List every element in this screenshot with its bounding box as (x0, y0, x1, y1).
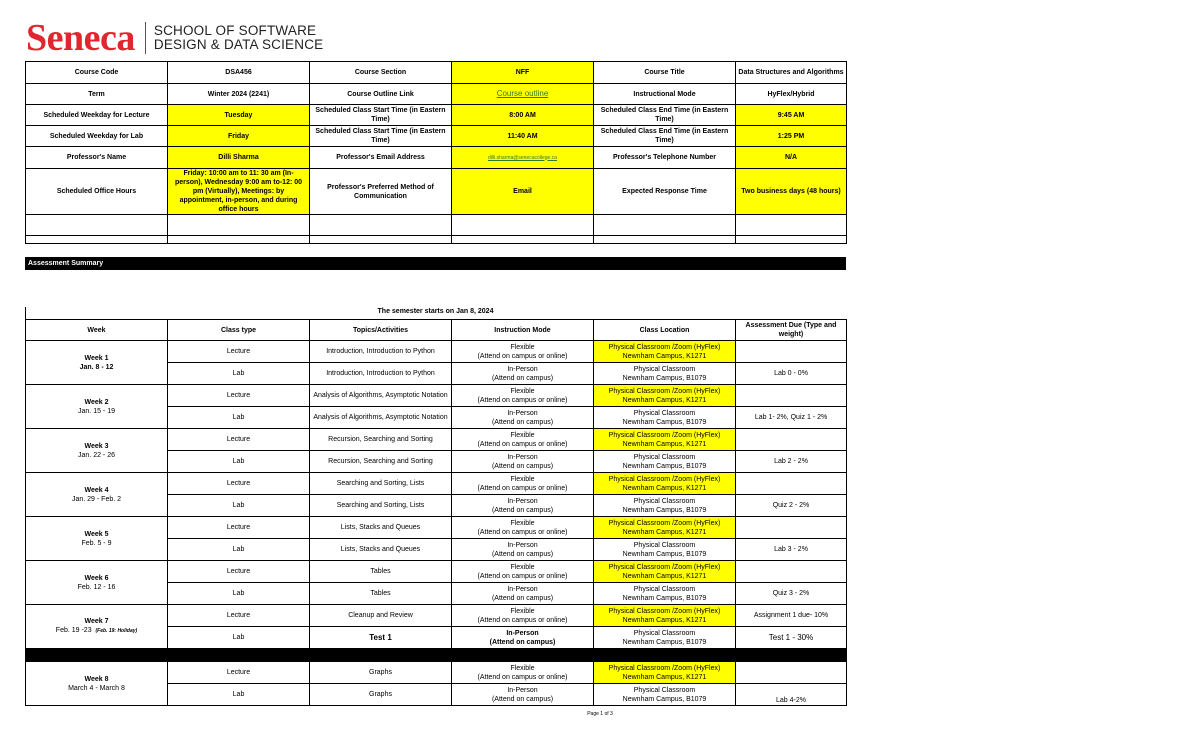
logo-divider (145, 22, 146, 54)
location-line2: Newnham Campus, K1271 (622, 572, 707, 580)
class-location (594, 517, 736, 539)
location-line1: Physical Classroom /Zoom (HyFlex) (608, 664, 721, 672)
mode-line1: In-Person (507, 585, 538, 593)
class-location (594, 561, 736, 583)
cell: 11:40 AM (452, 126, 594, 147)
topic: Lists, Stacks and Queues (310, 539, 452, 561)
week-lecture-row (26, 429, 847, 451)
cell (26, 215, 168, 236)
class-type: Lecture (168, 385, 310, 407)
cell: Scheduled Weekday for Lab (26, 126, 168, 147)
class-type: Lecture (168, 662, 310, 684)
assessment-due: Lab 2 - 2% (736, 451, 847, 473)
cell (310, 215, 452, 236)
cell: Course Section (310, 62, 452, 84)
mode-line1: Flexible (510, 475, 535, 483)
class-type: Lecture (168, 429, 310, 451)
cell: Data Structures and Algorithms (736, 62, 847, 84)
mode-line1: Flexible (510, 607, 535, 615)
class-type: Lab (168, 451, 310, 473)
mode-line1: In-Person (507, 453, 538, 461)
topic: Searching and Sorting, Lists (310, 473, 452, 495)
topic: Searching and Sorting, Lists (310, 495, 452, 517)
mode-line2: (Attend on campus) (491, 462, 554, 470)
week-dates: March 4 - March 8 (68, 684, 125, 692)
header-cell: Class Location (594, 320, 736, 341)
mode-line1: In-Person (507, 497, 538, 505)
assessment-due (736, 385, 847, 407)
location-line2: Newnham Campus, B1079 (622, 374, 707, 382)
mode-line2: (Attend on campus) (491, 550, 554, 558)
cell: Course Outline Link (310, 84, 452, 105)
course-outline-cell (452, 84, 594, 105)
topic: Recursion, Searching and Sorting (310, 451, 452, 473)
cell: Professor's Name (26, 147, 168, 169)
email-cell (452, 147, 594, 169)
mode-line2: (Attend on campus or online) (477, 673, 568, 681)
location-line2: Newnham Campus, B1079 (622, 594, 707, 602)
class-type: Lab (168, 627, 310, 649)
location-line2: Newnham Campus, K1271 (622, 484, 707, 492)
cell: Scheduled Class End Time (in Eastern Time) (594, 105, 736, 126)
cell: Course Code (26, 62, 168, 84)
mode-line2: (Attend on campus or online) (477, 572, 568, 580)
week-name: Week 2 (84, 398, 109, 406)
topic: Test 1 (310, 627, 452, 649)
week-dates: Jan. 22 - 26 (78, 451, 115, 459)
cell: Course Title (594, 62, 736, 84)
cell (736, 215, 847, 236)
schedule-table (25, 319, 847, 706)
header-cell: Topics/Activities (310, 320, 452, 341)
week-dates: Jan. 29 - Feb. 2 (71, 495, 122, 503)
mode-line2: (Attend on campus) (491, 594, 554, 602)
class-location (594, 451, 736, 473)
week-dates: Feb. 5 - 9 (81, 539, 112, 547)
week-label (26, 473, 168, 517)
class-location (594, 429, 736, 451)
location-line2: Newnham Campus, B1079 (622, 550, 707, 558)
cell: Professor's Telephone Number (594, 147, 736, 169)
section-value: NFF (452, 62, 594, 84)
week-label (26, 341, 168, 385)
cell: Scheduled Office Hours (26, 169, 168, 215)
week-lecture-row (26, 517, 847, 539)
location-line1: Physical Classroom /Zoom (HyFlex) (608, 431, 721, 439)
class-location (594, 495, 736, 517)
week-dates: Jan. 15 - 19 (78, 407, 115, 415)
cell: N/A (736, 147, 847, 169)
mode-line2: (Attend on campus or online) (477, 396, 568, 404)
mode-line2: (Attend on campus) (491, 506, 554, 514)
mode-line2: (Attend on campus or online) (477, 616, 568, 624)
location-line2: Newnham Campus, B1079 (622, 695, 707, 703)
assessment-due: Test 1 - 30% (736, 627, 847, 649)
logo-subtitle (154, 24, 323, 52)
assessment-due: Lab 1- 2%, Quiz 1 - 2% (736, 407, 847, 429)
class-location (594, 385, 736, 407)
cell: HyFlex/Hybrid (736, 84, 847, 105)
instruction-mode (452, 662, 594, 684)
week-lecture-row (26, 473, 847, 495)
weeks-body (26, 341, 847, 605)
cell (168, 215, 310, 236)
week-name: Week 6 (84, 574, 109, 582)
instruction-mode (452, 517, 594, 539)
topic: Introduction, Introduction to Python (310, 363, 452, 385)
week-label (26, 561, 168, 605)
mode-line1: Flexible (510, 387, 535, 395)
instruction-mode (452, 495, 594, 517)
instruction-mode (452, 363, 594, 385)
instruction-mode (452, 429, 594, 451)
location-line2: Newnham Campus, K1271 (622, 440, 707, 448)
professor-email-link[interactable]: dilli.sharma@senecacollege.ca (488, 154, 557, 161)
cell (168, 649, 310, 662)
cell: 1:25 PM (736, 126, 847, 147)
assessment-due (736, 473, 847, 495)
mode-line1: In-Person (507, 409, 538, 417)
mode-line2: (Attend on campus) (491, 418, 554, 426)
header-cell: Instruction Mode (452, 320, 594, 341)
logo-wordmark: Seneca (26, 17, 135, 59)
location-line1: Physical Classroom /Zoom (HyFlex) (608, 475, 721, 483)
assessment-due: Assignment 1 due- 10% (736, 605, 847, 627)
mode-line1: In-Person (507, 365, 538, 373)
week-label (26, 385, 168, 429)
location-line2: Newnham Campus, B1079 (622, 506, 707, 514)
week-name: Week 5 (84, 530, 109, 538)
location-line2: Newnham Campus, K1271 (622, 352, 707, 360)
cell: 8:00 AM (452, 105, 594, 126)
info-row-lecture (26, 105, 847, 126)
cell: Dilli Sharma (168, 147, 310, 169)
class-type: Lecture (168, 473, 310, 495)
header-cell: Assessment Due (Type and weight) (736, 320, 847, 341)
page-number: Page 1 of 3 (587, 711, 613, 717)
location-line2: Newnham Campus, K1271 (622, 528, 707, 536)
location-line2: Newnham Campus, B1079 (622, 418, 707, 426)
cell (168, 236, 310, 244)
topic: Lists, Stacks and Queues (310, 517, 452, 539)
cell: Scheduled Weekday for Lecture (26, 105, 168, 126)
class-type: Lab (168, 684, 310, 706)
mode-line2: (Attend on campus) (489, 638, 556, 646)
cell: Friday: 10:00 am to 11: 30 am (In-person), Wednesday 9:00 am to-12: 00 pm (Virtually), Meetings: by appointment, in-person, and during office hours (168, 169, 310, 215)
location-line1: Physical Classroom /Zoom (HyFlex) (608, 343, 721, 351)
class-type: Lecture (168, 605, 310, 627)
location-line2: Newnham Campus, B1079 (622, 462, 707, 470)
class-location (594, 627, 736, 649)
location-line1: Physical Classroom (633, 365, 696, 373)
seneca-logo (26, 17, 324, 59)
logo-subtitle-line2: DESIGN & DATA SCIENCE (153, 37, 324, 52)
location-line1: Physical Classroom (633, 686, 696, 694)
week-dates-text: Feb. 19 -23 (55, 627, 92, 634)
location-line1: Physical Classroom (633, 409, 696, 417)
topic: Analysis of Algorithms, Asymptotic Notation (310, 385, 452, 407)
cell: Professor's Preferred Method of Communication (310, 169, 452, 215)
week-lecture-row (26, 385, 847, 407)
info-row-lab (26, 126, 847, 147)
assessment-due: Quiz 2 - 2% (736, 495, 847, 517)
instruction-mode (452, 561, 594, 583)
mode-line1: In-Person (507, 541, 538, 549)
class-location (594, 473, 736, 495)
class-location (594, 407, 736, 429)
class-type: Lab (168, 363, 310, 385)
info-row-office-hours (26, 169, 847, 215)
info-row-professor (26, 147, 847, 169)
cell (310, 649, 452, 662)
week-lecture-row (26, 561, 847, 583)
class-location (594, 684, 736, 706)
cell (452, 236, 594, 244)
week-name: Week 3 (84, 442, 109, 450)
cell (594, 215, 736, 236)
assessment-due (736, 561, 847, 583)
class-type: Lecture (168, 561, 310, 583)
cell: Term (26, 84, 168, 105)
topic: Recursion, Searching and Sorting (310, 429, 452, 451)
mode-line2: (Attend on campus or online) (477, 440, 568, 448)
mode-line1: Flexible (510, 563, 535, 571)
instruction-mode (452, 583, 594, 605)
class-location (594, 539, 736, 561)
info-row-term (26, 84, 847, 105)
mode-line2: (Attend on campus or online) (477, 528, 568, 536)
assessment-due: Lab 4-2% (736, 684, 847, 706)
assessment-due (736, 429, 847, 451)
cell: Email (452, 169, 594, 215)
instruction-mode (452, 407, 594, 429)
location-line1: Physical Classroom /Zoom (HyFlex) (608, 563, 721, 571)
cell: Scheduled Class End Time (in Eastern Time) (594, 126, 736, 147)
instruction-mode (452, 684, 594, 706)
week-dates (56, 627, 137, 634)
week-name: Week 4 (84, 486, 109, 494)
class-type: Lab (168, 495, 310, 517)
cell (452, 215, 594, 236)
reading-week-separator (26, 649, 847, 662)
assessment-due (736, 517, 847, 539)
cell (26, 649, 168, 662)
topic: Tables (310, 583, 452, 605)
location-line2: Newnham Campus, K1271 (622, 616, 707, 624)
instruction-mode (452, 385, 594, 407)
cell: 9:45 AM (736, 105, 847, 126)
assessment-summary-header: Assessment Summary (25, 257, 846, 270)
cell: Scheduled Class Start Time (in Eastern Time) (310, 126, 452, 147)
assessment-due (736, 341, 847, 363)
week-label (26, 605, 168, 649)
week7-lecture-row (26, 605, 847, 627)
cell (310, 236, 452, 244)
holiday-note: (Feb. 19: Holiday) (95, 628, 138, 634)
topic: Tables (310, 561, 452, 583)
course-outline-link[interactable]: Course outline (496, 89, 549, 98)
mode-line1: In-Person (506, 629, 539, 637)
cell: DSA456 (168, 62, 310, 84)
topic: Graphs (310, 684, 452, 706)
mode-line2: (Attend on campus or online) (477, 484, 568, 492)
mode-line1: Flexible (510, 519, 535, 527)
topic: Analysis of Algorithms, Asymptotic Notation (310, 407, 452, 429)
mode-line1: Flexible (510, 664, 535, 672)
week8-lecture-row (26, 662, 847, 684)
mode-line2: (Attend on campus) (491, 695, 554, 703)
class-type: Lecture (168, 341, 310, 363)
location-line2: Newnham Campus, B1079 (622, 638, 707, 646)
instruction-mode (452, 451, 594, 473)
week-label (26, 429, 168, 473)
week-dates: Jan. 8 - 12 (79, 363, 114, 371)
topic: Cleanup and Review (310, 605, 452, 627)
instruction-mode (452, 627, 594, 649)
cell (452, 649, 594, 662)
week-label (26, 517, 168, 561)
assessment-due: Lab 3 - 2% (736, 539, 847, 561)
mode-line2: (Attend on campus) (491, 374, 554, 382)
class-type: Lab (168, 539, 310, 561)
cell: Friday (168, 126, 310, 147)
week-name: Week 7 (84, 618, 109, 625)
cell (26, 236, 168, 244)
mode-line1: Flexible (510, 431, 535, 439)
instruction-mode (452, 539, 594, 561)
course-info-table (25, 61, 847, 244)
cell (594, 649, 736, 662)
week-name: Week 8 (84, 675, 109, 683)
location-line2: Newnham Campus, K1271 (622, 396, 707, 404)
mode-line2: (Attend on campus or online) (477, 352, 568, 360)
location-line1: Physical Classroom (633, 629, 696, 637)
cell: Expected Response Time (594, 169, 736, 215)
assessment-due: Quiz 3 - 2% (736, 583, 847, 605)
semester-start-note: The semester starts on Jan 8, 2024 (377, 308, 494, 315)
location-line1: Physical Classroom (633, 453, 696, 461)
cell (736, 236, 847, 244)
cell: Instructional Mode (594, 84, 736, 105)
instruction-mode (452, 341, 594, 363)
cell: Tuesday (168, 105, 310, 126)
cell: Two business days (48 hours) (736, 169, 847, 215)
instruction-mode (452, 473, 594, 495)
class-location (594, 605, 736, 627)
mode-line1: Flexible (510, 343, 535, 351)
info-row-empty (26, 215, 847, 236)
cell: Scheduled Class Start Time (in Eastern Time) (310, 105, 452, 126)
location-line1: Physical Classroom (633, 497, 696, 505)
assessment-due (736, 662, 847, 684)
class-type: Lab (168, 583, 310, 605)
cell (736, 649, 847, 662)
location-line1: Physical Classroom /Zoom (HyFlex) (608, 519, 721, 527)
instruction-mode (452, 605, 594, 627)
schedule-header-row (26, 320, 847, 341)
location-line1: Physical Classroom /Zoom (HyFlex) (608, 387, 721, 395)
cell: Professor's Email Address (310, 147, 452, 169)
cell (594, 236, 736, 244)
class-location (594, 341, 736, 363)
topic: Introduction, Introduction to Python (310, 341, 452, 363)
header-cell: Class type (168, 320, 310, 341)
cell: Winter 2024 (2241) (168, 84, 310, 105)
week-label (26, 662, 168, 706)
class-location (594, 583, 736, 605)
info-row-empty (26, 236, 847, 244)
location-line1: Physical Classroom /Zoom (HyFlex) (608, 607, 721, 615)
week-name: Week 1 (84, 354, 109, 362)
week-lecture-row (26, 341, 847, 363)
assessment-due: Lab 0 - 0% (736, 363, 847, 385)
mode-line1: In-Person (507, 686, 538, 694)
topic: Graphs (310, 662, 452, 684)
location-line1: Physical Classroom (633, 585, 696, 593)
info-row-course-code (26, 62, 847, 84)
class-type: Lecture (168, 517, 310, 539)
location-line2: Newnham Campus, K1271 (622, 673, 707, 681)
class-type: Lab (168, 407, 310, 429)
week-dates: Feb. 12 - 16 (77, 583, 116, 591)
location-line1: Physical Classroom (633, 541, 696, 549)
logo-subtitle-line1: SCHOOL OF SOFTWARE (153, 23, 317, 38)
class-location (594, 662, 736, 684)
class-location (594, 363, 736, 385)
header-cell: Week (26, 320, 168, 341)
